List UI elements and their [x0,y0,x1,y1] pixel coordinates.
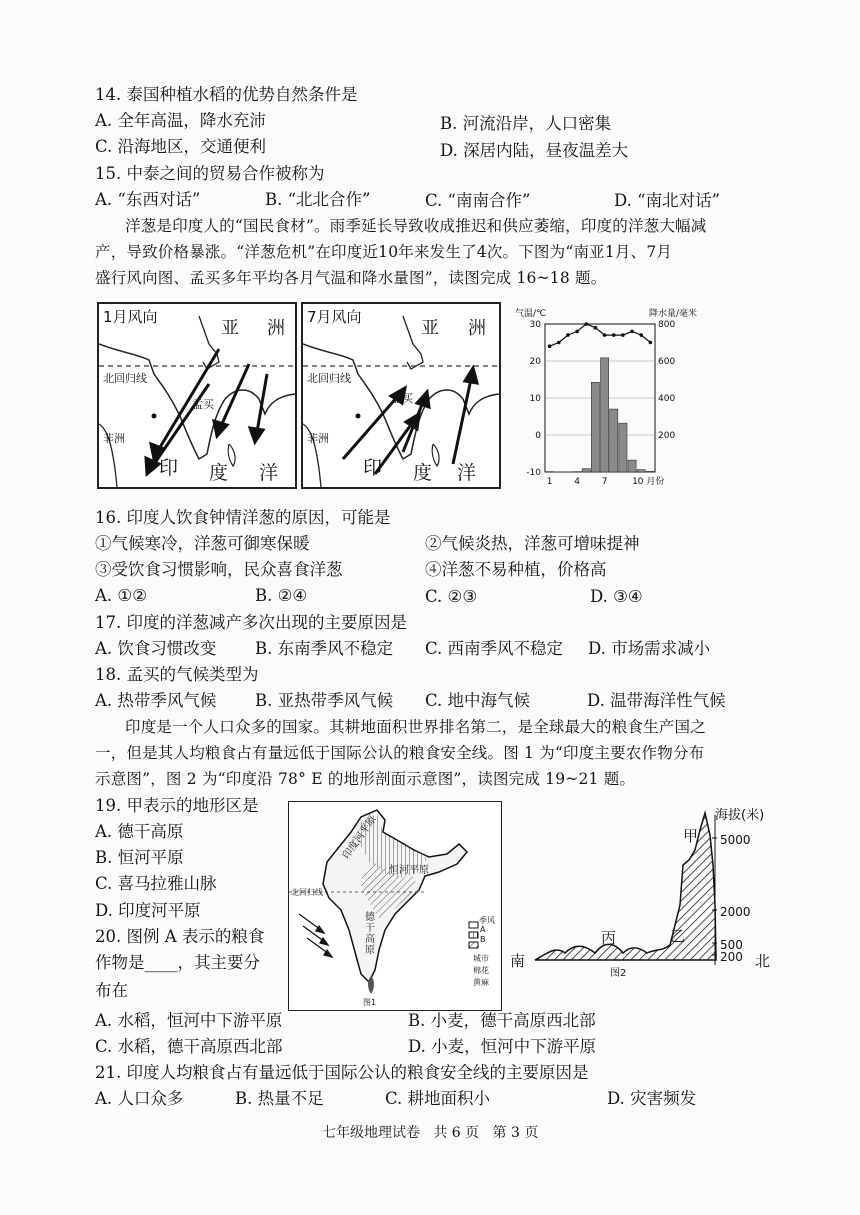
jan-map-tropic-label: 北回归线 [103,372,147,385]
precip-bar [582,469,590,472]
fig2-elevation-label: 海拔(米) [715,808,765,823]
q16-option-1: ①气候寒冷，洋葱可御寒保暖 [95,534,310,553]
q21-option-b: B. 热量不足 [235,1089,324,1108]
q19-option-a: A. 德干高原 [95,822,184,841]
q14-option-b: B. 河流沿岸，人口密集 [440,114,612,133]
precip-bar [637,470,645,472]
q18-option-c: C. 地中海气候 [425,691,531,710]
jan-map-ocean-2: 度 [209,462,229,484]
q16-stem: 16. 印度人饮食钟情洋葱的原因，可能是 [95,508,391,527]
q14-option-a: A. 全年高温，降水充沛 [95,111,266,130]
q19-option-b: B. 恒河平原 [95,848,184,867]
q16-option-a: A. ①② [95,586,147,605]
month-tick-label: 7 [601,477,608,487]
passage1-line1: 洋葱是印度人的“国民食材”。雨季延长导致收成推迟和供应萎缩，印度的洋葱大幅减 [125,217,707,235]
fig2-label-bing: 丙 [601,929,617,947]
precip-tick-label: 600 [658,357,676,367]
q20-stem-line2: 作物是____，其主要分 [95,953,260,972]
q19-option-d: D. 印度河平原 [95,901,201,920]
q15-stem: 15. 中泰之间的贸易合作被称为 [95,164,325,183]
precip-bar [601,358,609,472]
july-wind-map [301,302,501,489]
temperature-point [630,330,634,334]
fig1-caption: 图1 [363,998,377,1007]
temp-tick-label: 20 [529,357,541,367]
temperature-point [603,333,607,337]
jan-map-city-label: 孟买 [192,398,214,411]
precip-tick-label: 200 [658,431,676,441]
month-tick-label: 4 [574,477,580,487]
fig1-label-tropic: 北回归线 [291,888,323,897]
mumbai-climate-chart [505,302,705,492]
q17-option-b: B. 东南季风不稳定 [255,639,394,658]
q20-stem-line3: 布在 [95,981,128,1000]
fig2-caption: 图2 [610,968,627,979]
fig2-label-north: 北 [755,952,771,970]
q18-stem: 18. 孟买的气候类型为 [95,665,259,684]
temp-tick-label: 0 [535,431,541,441]
q21-option-c: C. 耕地面积小 [385,1089,491,1108]
jan-map-asia-1: 亚 [221,318,239,339]
jul-map-asia-2: 洲 [468,318,486,339]
precip-bar [646,471,654,472]
q19-option-c: C. 喜马拉雅山脉 [95,874,217,893]
q14-option-c: C. 沿海地区，交通便利 [95,137,267,156]
jul-map-tropic-label: 北回归线 [307,372,351,385]
jan-map-africa-label: 非洲 [103,432,125,445]
precip-axis-label: 降水量/毫米 [648,309,697,319]
temperature-line [550,324,651,346]
fig2-label-jia: 甲 [683,827,699,845]
temperature-point [649,341,653,345]
q20-option-d: D. 小麦，恒河中下游平原 [408,1037,597,1056]
jul-map-city-label: 孟买 [391,392,413,405]
passage1-line2: 产，导致价格暴涨。“洋葱危机”在印度近10年来发生了4次。下图为“南亚1月、7月 [95,243,673,261]
q20-option-c: C. 水稻，德干高原西北部 [95,1037,283,1056]
jan-map-title: 1月风向 [103,308,158,326]
precip-tick-label: 400 [658,394,676,404]
q18-option-d: D. 温带海洋性气候 [587,691,726,710]
fig2-label-yi: 乙 [670,927,686,945]
q16-option-c: C. ②③ [425,587,478,606]
q17-option-c: C. 西南季风不稳定 [425,639,564,658]
jul-map-africa-label: 非洲 [307,432,329,445]
jan-map-ocean-1: 印 [159,457,179,479]
precip-bar [619,423,627,472]
passage2-line2: 一，但是其人均粮食占有量远低于国际公认的粮食安全线。图 1 为“印度主要农作物分布 [95,744,705,762]
q16-option-2: ②气候炎热，洋葱可增味提神 [425,534,640,553]
jul-map-ocean-2: 度 [413,462,433,484]
temperature-point [639,333,643,337]
fig1-legend-monsoon: 季风 [479,916,495,925]
temperature-point [612,333,616,337]
temperature-point [566,333,570,337]
jan-map-asia-2: 洲 [267,318,285,339]
precip-bar [628,460,636,472]
q20-stem-line1: 20. 图例 A 表示的粮食 [95,927,265,946]
q21-stem: 21. 印度人均粮食占有量远低于国际公认的粮食安全线的主要原因是 [95,1063,589,1082]
month-tick-label: 10 月份 [632,477,665,487]
fig1-label-deccan: 德干高原 [365,912,375,956]
climate-chart-svg [505,302,705,492]
passage2-line1: 印度是一个人口众多的国家。其耕地面积世界排名第二，是全球最大的粮食生产国之 [125,718,706,736]
fig2-tick-200: 200 [720,950,743,964]
q20-option-a: A. 水稻，恒河中下游平原 [95,1011,283,1030]
precip-tick-label: 800 [658,320,676,330]
temperature-point [548,344,552,348]
month-tick-label: 1 [546,477,553,487]
jul-map-title: 7月风向 [307,308,362,326]
temperature-point [575,330,579,334]
terrain-profile-78e [505,805,805,1005]
fig1-label-indus-plain: 印度河平原 [341,813,379,862]
q15-option-d: D. “南北对话” [614,191,721,210]
jul-map-asia-1: 亚 [421,318,439,339]
passage2-line3: 示意图”，图 2 为“印度沿 78° E 的地形剖面示意图”，读图完成 19~21 题。 [95,770,636,788]
precip-bar [610,409,618,472]
page-footer: 七年级地理试卷 共 6 页 第 3 页 [322,1125,539,1141]
temperature-point [584,322,588,326]
q15-option-a: A. “东西对话” [95,190,201,209]
temperature-point [594,326,598,330]
january-wind-map [97,302,297,489]
q18-option-b: B. 亚热带季风气候 [255,691,394,710]
q16-option-4: ④洋葱不易种植，价格高 [425,560,607,579]
fig1-legend-a: A [480,925,486,934]
q14-option-d: D. 深居内陆，昼夜温差大 [440,141,629,160]
temp-axis-label: 气温/℃ [515,309,547,319]
fig1-legend-cotton: 棉花 [473,966,489,975]
temp-tick-label: 10 [529,394,541,404]
fig1-legend-b: B [480,935,486,944]
q19-stem: 19. 甲表示的地形区是 [95,796,259,815]
passage1-line3: 盛行风向图、孟买多年平均各月气温和降水量图”，读图完成 16~18 题。 [95,269,607,287]
q15-option-c: C. “南南合作” [425,191,531,210]
jul-map-ocean-3: 洋 [457,462,477,484]
precip-bar [591,382,599,472]
fig1-label-ganges-plain: 恒河平原 [389,865,429,876]
q18-option-a: A. 热带季风气候 [95,691,217,710]
q17-option-d: D. 市场需求减小 [588,639,711,658]
india-crops-map [288,801,502,1011]
q16-option-d: D. ③④ [590,587,643,606]
q17-option-a: A. 饮食习惯改变 [95,639,217,658]
jan-map-ocean-3: 洋 [259,462,279,484]
jul-map-ocean-1: 印 [363,457,383,479]
fig2-tick-500: 500 [720,938,743,952]
q21-option-d: D. 灾害频发 [607,1089,697,1108]
q16-option-3: ③受饮食习惯影响，民众喜食洋葱 [95,560,343,579]
q20-option-b: B. 小麦，德干高原西北部 [408,1011,596,1030]
fig2-tick-5000: 5000 [720,833,751,847]
q17-stem: 17. 印度的洋葱减产多次出现的主要原因是 [95,613,407,632]
q15-option-b: B. “北北合作” [265,190,371,209]
q16-option-b: B. ②④ [255,586,308,605]
temperature-point [621,333,625,337]
q14-stem: 14. 泰国种植水稻的优势自然条件是 [95,85,358,104]
temp-tick-label: 30 [529,320,541,330]
fig1-legend-jute: 黄麻 [473,978,489,987]
temperature-point [557,341,561,345]
fig2-label-south: 南 [510,952,526,970]
fig2-tick-2000: 2000 [720,905,751,919]
fig1-legend-city: 城市 [473,954,489,963]
temp-tick-label: -10 [526,468,541,478]
q21-option-a: A. 人口众多 [95,1089,184,1108]
